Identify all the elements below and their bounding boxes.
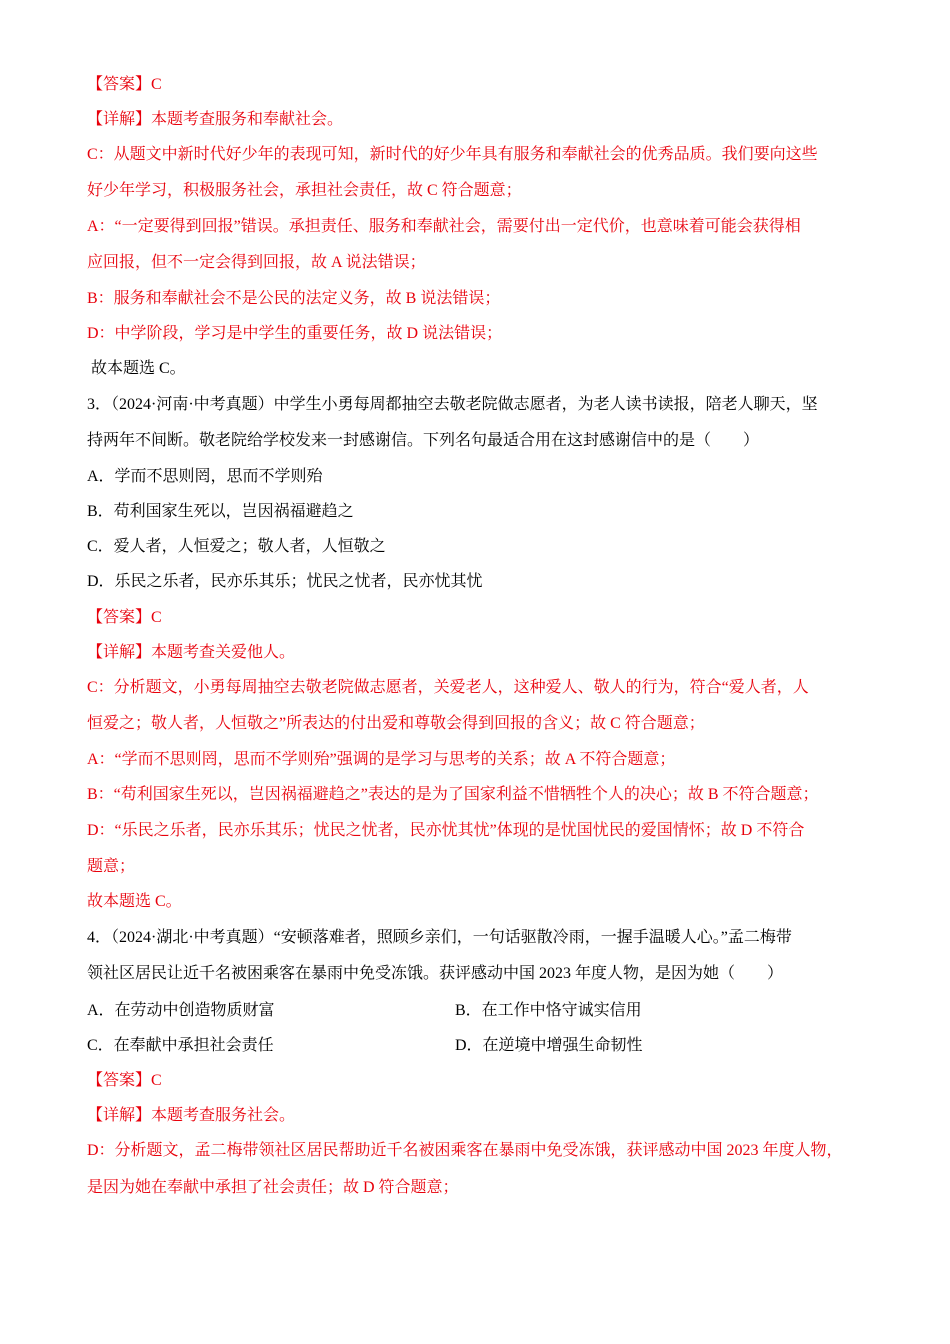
detail-intro: 【详解】本题考查服务社会。 xyxy=(87,1107,296,1124)
option-c: C．爱人者，人恒爱之；敬人者，人恒敬之 xyxy=(87,538,386,555)
option-c: C．在奉献中承担社会责任 xyxy=(87,1037,274,1054)
explanation-line: D：“乐民之乐者，民亦乐其乐；忧民之忧者，民亦忧其忧”体现的是忧国忧民的爱国情怀；故 D 不符合 xyxy=(87,822,805,839)
question-stem: 4．（2024·湖北·中考真题）“安顿落难者，照顾乡亲们，一句话驱散冷雨，一握手温暖人心。”孟二梅带 xyxy=(87,929,792,946)
explanation-line: D：分析题文，孟二梅带领社区居民帮助近千名被困乘客在暴雨中免受冻饿，获评感动中国 2023 年度人物， xyxy=(87,1142,843,1159)
detail-intro: 【详解】本题考查关爱他人。 xyxy=(87,644,296,661)
answer-label: 【答案】C xyxy=(87,76,162,93)
conclusion: 故本题选 C。 xyxy=(91,360,186,377)
explanation-line: A：“一定要得到回报”错误。承担责任、服务和奉献社会，需要付出一定代价，也意味着可能会获得相 xyxy=(87,218,801,235)
option-b: B．在工作中恪守诚实信用 xyxy=(455,1002,642,1019)
explanation-line: B：“苟利国家生死以，岂因祸福避趋之”表达的是为了国家利益不惜牺牲个人的决心；故 B 不符合题意； xyxy=(87,786,819,803)
explanation-line: B：服务和奉献社会不是公民的法定义务，故 B 说法错误； xyxy=(87,290,501,307)
explanation-line: A：“学而不思则罔，思而不学则殆”强调的是学习与思考的关系；故 A 不符合题意； xyxy=(87,751,676,768)
explanation-line: 是因为她在奉献中承担了社会责任；故 D 符合题意； xyxy=(87,1179,459,1196)
option-b: B．苟利国家生死以，岂因祸福避趋之 xyxy=(87,503,354,520)
answer-label: 【答案】C xyxy=(87,1072,162,1089)
question-stem: 3．（2024·河南·中考真题）中学生小勇每周都抽空去敬老院做志愿者，为老人读书读报，陪老人聊天，坚 xyxy=(87,396,818,413)
answer-label: 【答案】C xyxy=(87,609,162,626)
explanation-line: 恒爱之；敬人者，人恒敬之”所表达的付出爱和尊敬会得到回报的含义；故 C 符合题意； xyxy=(87,715,705,732)
option-d: D．乐民之乐者，民亦乐其乐；忧民之忧者，民亦忧其忧 xyxy=(87,573,483,590)
explanation-line: 应回报，但不一定会得到回报，故 A 说法错误； xyxy=(87,254,426,271)
question-stem: 领社区居民让近千名被困乘客在暴雨中免受冻饿。获评感动中国 2023 年度人物，是因为她（ ） xyxy=(87,965,784,982)
explanation-line: C：从题文中新时代好少年的表现可知，新时代的好少年具有服务和奉献社会的优秀品质。我们要向这些 xyxy=(87,146,818,163)
question-stem: 持两年不间断。敬老院给学校发来一封感谢信。下列名句最适合用在这封感谢信中的是（ ） xyxy=(87,432,760,449)
explanation-line: 好少年学习，积极服务社会，承担社会责任，故 C 符合题意； xyxy=(87,182,522,199)
conclusion: 故本题选 C。 xyxy=(87,893,182,910)
option-a: A．学而不思则罔，思而不学则殆 xyxy=(87,468,323,485)
explanation-line: D：中学阶段，学习是中学生的重要任务，故 D 说法错误； xyxy=(87,325,503,342)
option-a: A．在劳动中创造物质财富 xyxy=(87,1002,275,1019)
detail-intro: 【详解】本题考查服务和奉献社会。 xyxy=(87,111,344,128)
explanation-line: 题意； xyxy=(87,858,136,875)
option-d: D．在逆境中增强生命韧性 xyxy=(455,1037,643,1054)
explanation-line: C：分析题文，小勇每周抽空去敬老院做志愿者，关爱老人，这种爱人、敬人的行为，符合“爱人者，人 xyxy=(87,679,809,696)
